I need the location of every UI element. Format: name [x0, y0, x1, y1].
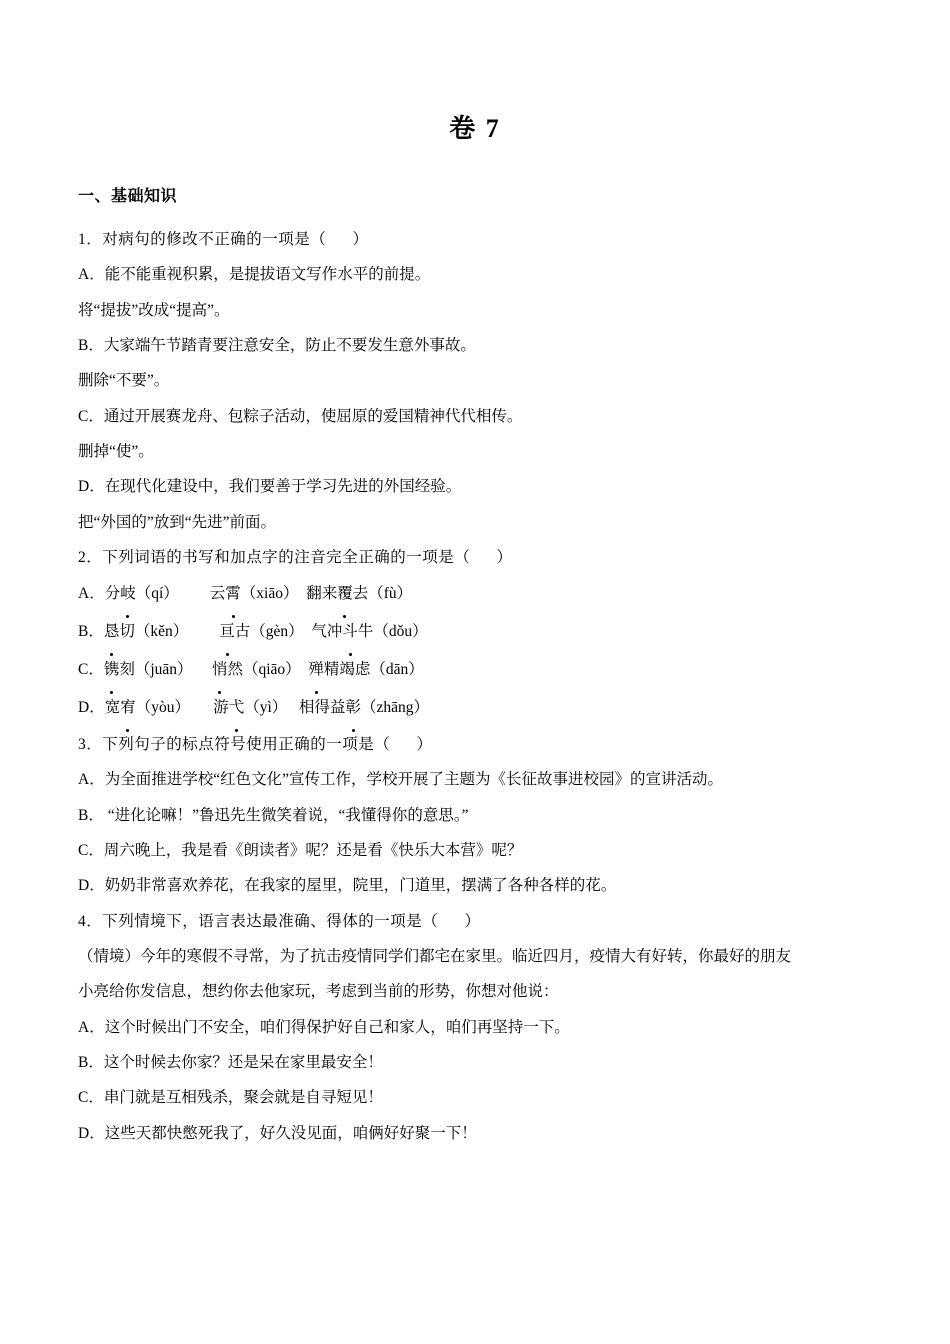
question-block-1 — [78, 222, 872, 540]
option-line: D．这些天都快憋死我了，好久没见面，咱俩好好聚一下！ — [78, 1124, 477, 1142]
question-block-4 — [78, 904, 872, 1151]
option-line: 删掉“使”。 — [78, 442, 154, 460]
question-block-2 — [78, 540, 872, 727]
question-stem: 1．对病句的修改不正确的一项是（ ） — [78, 231, 369, 248]
question-stem: 2．下列词语的书写和加点字的注音完全正确的一项是（ ） — [78, 548, 513, 566]
option-line: 删除“不要”。 — [78, 372, 170, 390]
option-line: C．通过开展赛龙舟、包粽子活动，使屈原的爱国精神代代相传。 — [78, 407, 523, 425]
option-line: D．奶奶非常喜欢养花，在我家的屋里，院里，门道里，摆满了各种各样的花。 — [78, 877, 617, 895]
option-line: D．在现代化建设中，我们要善于学习先进的外国经验。 — [78, 478, 462, 496]
option-line: C．周六晚上，我是看《朗读者》呢？还是看《快乐大本营》呢？ — [78, 842, 523, 860]
page-title: 卷 7 — [449, 114, 501, 143]
question-stem: 4．下列情境下，语言表达最准确、得体的一项是（ ） — [78, 912, 481, 930]
scenario-line: 小亮给你发信息，想约你去他家玩，考虑到当前的形势，你想对他说： — [78, 983, 559, 1001]
option-line: B．大家端午节踏青要注意安全，防止不要发生意外事故。 — [78, 336, 476, 354]
section-heading: 一、基础知识 — [78, 188, 178, 205]
option-line: C．镌刻（juān） 悄然（qiāo） 殚精竭虑（dān） — [78, 651, 872, 689]
option-line: A．为全面推进学校“红色文化”宣传工作，学校开展了主题为《长征故事进校园》的宣讲活动。 — [78, 771, 723, 789]
question-block-3 — [78, 727, 872, 904]
scenario-line: （情境）今年的寒假不寻常，为了抗击疫情同学们都宅在家里。临近四月，疫情大有好转，你最好的朋友 — [78, 948, 792, 966]
option-line: C．串门就是互相残杀，聚会就是自寻短见！ — [78, 1089, 383, 1107]
option-line: D．宽宥（yòu） 游弋（yì） 相得益彰（zhāng） — [78, 689, 872, 727]
option-line: A．分岐（qí） 云霄（xiāo） 翻来覆去（fù） — [78, 575, 872, 613]
option-line: B．这个时候去你家？还是呆在家里最安全！ — [78, 1054, 383, 1072]
option-line: B．恳切（kěn） 亘古（gèn） 气冲斗牛（dǒu） — [78, 613, 872, 651]
option-line: B． “进化论嘛！”鲁迅先生微笑着说，“我懂得你的意思。” — [78, 806, 469, 824]
option-line: 把“外国的”放到“先进”前面。 — [78, 513, 277, 531]
option-line: 将“提拔”改成“提高”。 — [78, 301, 230, 319]
option-line: A．能不能重视积累，是提拔语文写作水平的前提。 — [78, 266, 431, 284]
option-line: A．这个时候出门不安全，咱们得保护好自己和家人，咱们再坚持一下。 — [78, 1018, 570, 1036]
question-stem: 3．下列句子的标点符号使用正确的一项是（ ） — [78, 736, 433, 754]
